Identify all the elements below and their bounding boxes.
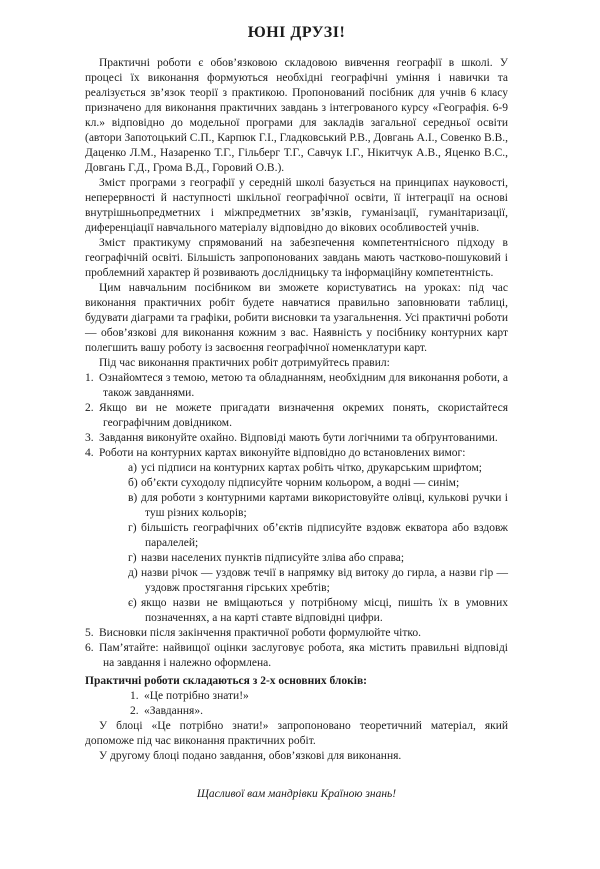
intro-paragraph-4: Цим навчальним посібником ви зможете користуватись на уроках: під час виконання практичних робіт будете навчатися правильно заповнювати таблиці, будувати діаграми та графіки, робити висновки та узагальнення. Усі практичні роботи — обов’язкові для виконання кожним з вас. Наявність у посібнику контурних карт полегшить вашу роботу із засвоєння географічної номенклатури карт. bbox=[85, 282, 509, 354]
subrule-item-d bbox=[85, 566, 508, 596]
subrule-marker: б) bbox=[128, 477, 138, 489]
subrule-item-a bbox=[85, 461, 508, 476]
block-item-2 bbox=[130, 704, 508, 719]
intro-paragraph-1: Практичні роботи є обов’язковою складовою вивчення географії в школі. У процесі їх виконання формуються необхідні географічні уміння і навички та реалізується зв’язок теорії з практикою. Пропонований посібник для учнів 6 класу призначено для виконання практичних завдань з інтегрованого курсу «Географія. 6-9 кл.» відповідно до модельної програми для закладів загальної середньої освіти (автори Запотоцький С.П., Карпюк Г.І., Гладковський Р.В., Довгань А.І., Совенко В.В., Даценко Л.М., Назаренко Т.Г., Гільберг Т.Г., Савчук І.Г., Нікитчук А.В., Яценко В.С., Довгань Г.Д., Грома В.Д., Горовий О.В.). bbox=[85, 57, 508, 174]
block-text: «Це потрібно знати!» bbox=[144, 690, 249, 702]
rule-item-1 bbox=[85, 371, 508, 401]
rule-text: Якщо ви не можете пригадати визначення окремих понять, скористайтеся географічним довідником. bbox=[99, 402, 508, 429]
intro-paragraph-2: Зміст програми з географії у середній школі базується на принципах науковості, неперервності й наступності шкільної географічної освіти, її інтеграції на основі внутрішньопредметних і міжпредметних зв’язків, гуманізації, гуманітаризації, диференціації навчального матеріалу відповідно до вікових особливостей учнів. bbox=[85, 177, 508, 234]
subrule-marker: в) bbox=[128, 492, 138, 504]
rule-item-4 bbox=[85, 446, 508, 461]
block-number: 1. bbox=[130, 690, 139, 702]
subrule-text: для роботи з контурними картами використовуйте олівці, кулькові ручки і туш різних кольорів; bbox=[141, 492, 508, 519]
intro-paragraph-3: Зміст практикуму спрямований на забезпечення компетентнісного підходу в географічній освіті. Більшість запропонованих завдань мають частково-пошуковий і проблемний характер й розвивають дослідницьку та інформаційну компетентність. bbox=[85, 237, 508, 279]
subrule-text: назви річок — уздовж течії в напрямку від витоку до гирла, а назви гір — уздовж простягання гірських хребтів; bbox=[141, 567, 508, 594]
closing-paragraph-1: У блоці «Це потрібно знати!» запропоновано теоретичний матеріал, який допоможе під час виконання практичних робіт. bbox=[85, 720, 508, 747]
subrule-marker: д) bbox=[128, 567, 138, 579]
subrule-marker: г) bbox=[128, 522, 137, 534]
block-number: 2. bbox=[130, 705, 139, 717]
subrule-item-h2 bbox=[85, 551, 508, 566]
subrule-text: якщо назви не вміщаються у потрібному місці, пишіть їх в умовних позначеннях, а на карті ставте відповідні цифри. bbox=[141, 597, 508, 624]
rule-number: 4. bbox=[85, 447, 94, 459]
rule-text: Ознайомтеся з темою, метою та обладнанням, необхідним для виконання роботи, а також завданнями. bbox=[99, 372, 508, 399]
rule-text: Пам’ятайте: найвищої оцінки заслуговує робота, яка містить правильні відповіді на завдання і належно оформлена. bbox=[99, 642, 508, 669]
subrule-text: усі підписи на контурних картах робіть чітко, друкарським шрифтом; bbox=[141, 462, 482, 474]
farewell-line: Щасливої вам мандрівки Країною знань! bbox=[196, 788, 397, 800]
rules-intro: Під час виконання практичних робіт дотримуйтесь правил: bbox=[99, 357, 390, 369]
rule-text: Роботи на контурних картах виконуйте відповідно до встановлених вимог: bbox=[99, 447, 466, 459]
blocks-heading: Практичні роботи складаються з 2-х основних блоків: bbox=[85, 675, 367, 687]
subrule-item-h1 bbox=[85, 521, 508, 551]
subrule-marker: г) bbox=[128, 552, 137, 564]
subrule-text: об’єкти суходолу підписуйте чорним кольором, а водні — синім; bbox=[141, 477, 460, 489]
block-text: «Завдання». bbox=[144, 705, 203, 717]
page-title: ЮНІ ДРУЗІ! bbox=[247, 24, 346, 41]
rule-item-2 bbox=[85, 401, 508, 431]
page-content bbox=[85, 24, 508, 802]
rule-number: 2. bbox=[85, 402, 94, 414]
rule-number: 1. bbox=[85, 372, 94, 384]
rule-text: Висновки після закінчення практичної роботи формулюйте чітко. bbox=[99, 627, 421, 639]
closing-paragraph-2: У другому блоці подано завдання, обов’язкові для виконання. bbox=[99, 750, 402, 762]
rule-number: 3. bbox=[85, 432, 94, 444]
rule-number: 5. bbox=[85, 627, 94, 639]
rule-number: 6. bbox=[85, 642, 94, 654]
subrule-text: більшість географічних об’єктів підписуйте вздовж екватора або вздовж паралелей; bbox=[141, 522, 508, 549]
subrule-text: назви населених пунктів підписуйте зліва або справа; bbox=[141, 552, 405, 564]
rule-item-6 bbox=[85, 641, 508, 671]
subrule-item-ye bbox=[85, 596, 508, 626]
block-item-1 bbox=[130, 689, 508, 704]
rule-item-3 bbox=[85, 431, 508, 446]
rule-text: Завдання виконуйте охайно. Відповіді мають бути логічними та обґрунтованими. bbox=[99, 432, 498, 444]
subrule-item-b bbox=[85, 476, 508, 491]
subrule-marker: а) bbox=[128, 462, 137, 474]
subrule-marker: є) bbox=[128, 597, 137, 609]
subrule-item-v bbox=[85, 491, 508, 521]
rule-item-5 bbox=[85, 626, 508, 641]
